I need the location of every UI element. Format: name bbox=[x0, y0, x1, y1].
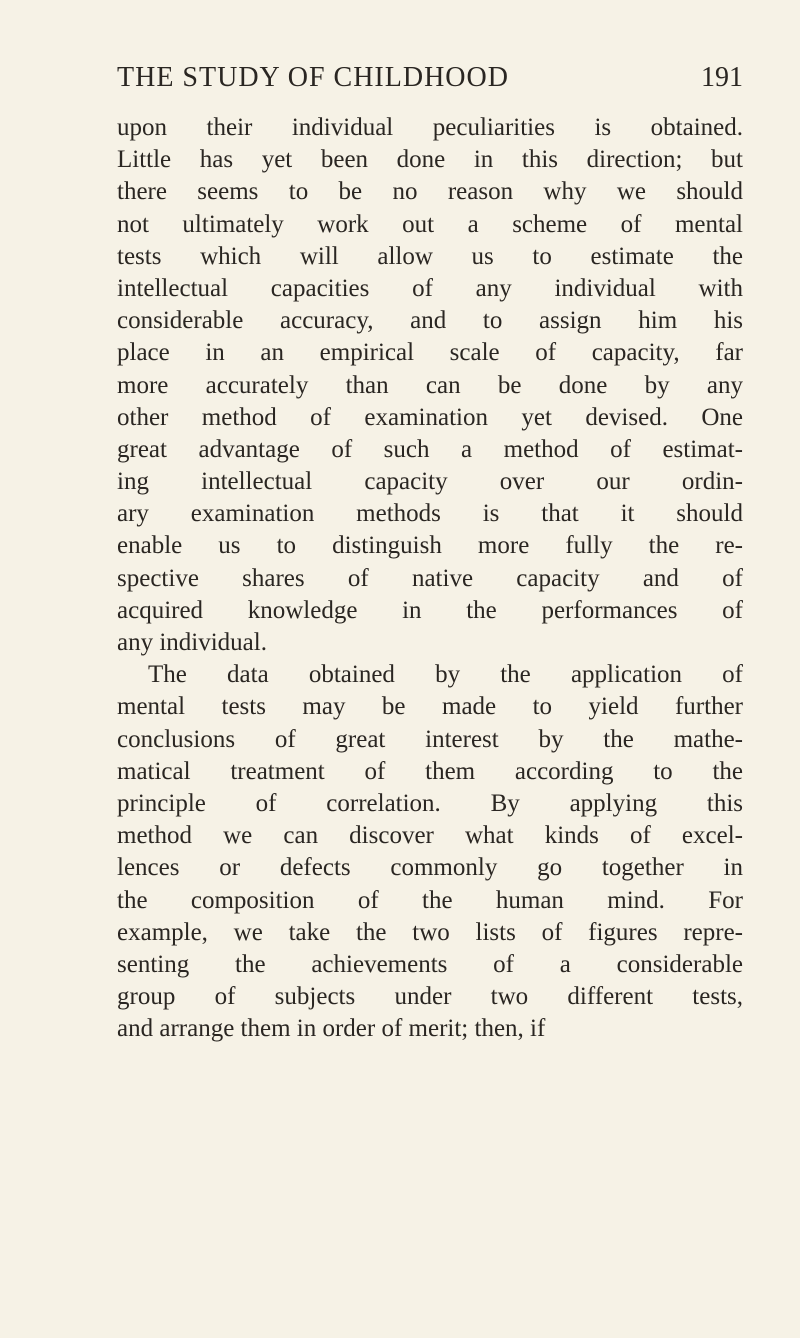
text-line: conclusions of great interest by the mathe- bbox=[117, 725, 743, 753]
running-head bbox=[117, 58, 743, 98]
text-line: method we can discover what kinds of excel- bbox=[117, 822, 743, 850]
text-line: and arrange them in order of merit; then, if bbox=[117, 1015, 546, 1043]
text-line: ary examination methods is that it should bbox=[117, 500, 743, 528]
text-line: mental tests may be made to yield further bbox=[117, 693, 743, 721]
text-line: considerable accuracy, and to assign him his bbox=[117, 307, 743, 335]
text-line: matical treatment of them according to the bbox=[117, 757, 743, 785]
text-line: intellectual capacities of any individual with bbox=[117, 274, 743, 302]
text-line: example, we take the two lists of figures repre- bbox=[117, 918, 743, 946]
text-line: spective shares of native capacity and of bbox=[117, 564, 743, 592]
text-line: lences or defects commonly go together in bbox=[117, 854, 743, 882]
text-line: ing intellectual capacity over our ordin- bbox=[117, 468, 743, 496]
text-line: group of subjects under two different tests, bbox=[117, 983, 743, 1011]
text-line: The data obtained by the application of bbox=[148, 661, 743, 689]
text-line: the composition of the human mind. For bbox=[117, 886, 743, 914]
text-line: there seems to be no reason why we should bbox=[117, 178, 743, 206]
text-line: senting the achievements of a considerable bbox=[117, 950, 743, 978]
text-line: not ultimately work out a scheme of mental bbox=[117, 210, 743, 238]
running-title: THE STUDY OF CHILDHOOD bbox=[117, 62, 509, 93]
text-line: principle of correlation. By applying this bbox=[117, 789, 743, 817]
body-text bbox=[117, 112, 743, 1045]
text-line: acquired knowledge in the performances of bbox=[117, 596, 743, 624]
page-number: 191 bbox=[701, 62, 743, 93]
text-line: place in an empirical scale of capacity, far bbox=[117, 339, 743, 367]
text-line: great advantage of such a method of estimat- bbox=[117, 435, 743, 463]
text-line: other method of examination yet devised. One bbox=[117, 403, 743, 431]
text-line: enable us to distinguish more fully the re- bbox=[117, 532, 743, 560]
text-line: upon their individual peculiarities is obtained. bbox=[117, 114, 743, 141]
text-line: Little has yet been done in this direction; but bbox=[117, 146, 743, 174]
text-line: tests which will allow us to estimate the bbox=[117, 242, 743, 270]
text-line: any individual. bbox=[117, 629, 267, 656]
text-line: more accurately than can be done by any bbox=[117, 371, 743, 399]
